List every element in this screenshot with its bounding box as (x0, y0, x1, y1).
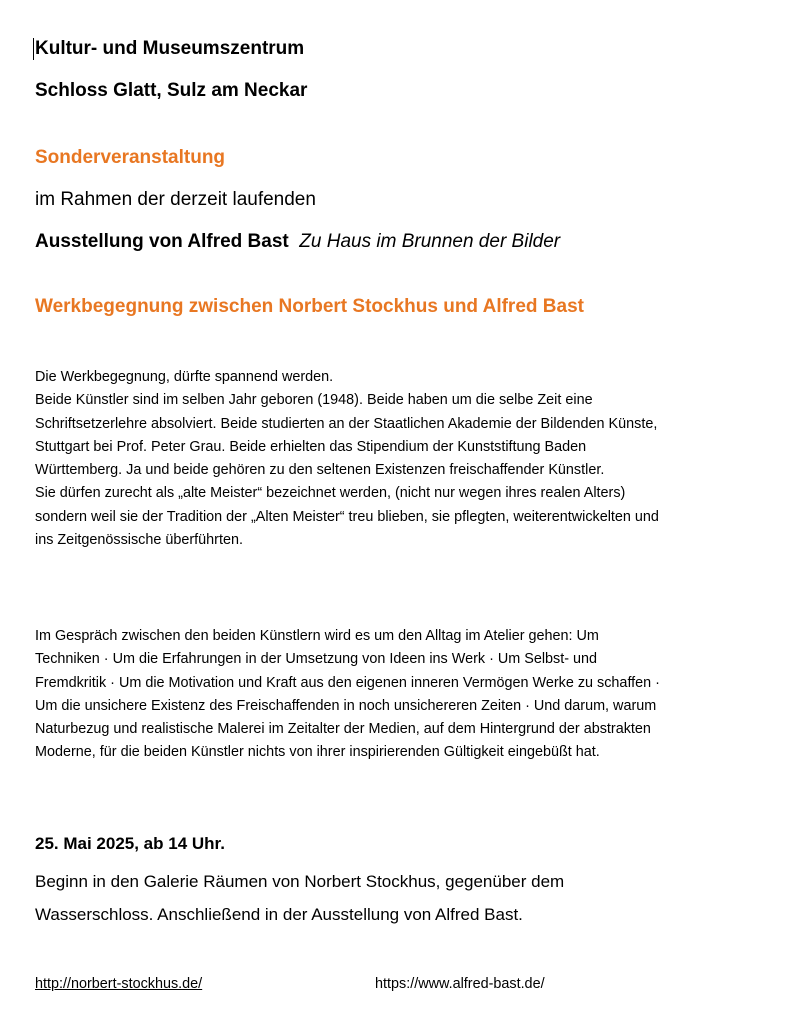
paragraph-line: Schriftsetzerlehre absolviert. Beide studierten an der Staatlichen Akademie der Bildenden Künste, (35, 415, 658, 432)
text-cursor (33, 38, 34, 60)
header-venue-line2: Schloss Glatt, Sulz am Neckar (35, 80, 308, 101)
exhibition-title: Zu Haus im Brunnen der Bilder (299, 231, 561, 252)
event-headline: Werkbegegnung zwischen Norbert Stockhus und Alfred Bast (35, 296, 584, 317)
paragraph-line: ins Zeitgenössische überführten. (35, 532, 243, 549)
schedule-line: Wasserschloss. Anschließend in der Ausstellung von Alfred Bast. (35, 905, 523, 924)
paragraph-conversation (35, 625, 765, 765)
paragraph-line: Die Werkbegegnung, dürfte spannend werden. (35, 369, 334, 385)
paragraph-line: Stuttgart bei Prof. Peter Grau. Beide erhielten das Stipendium der Kunststiftung Baden (35, 438, 587, 455)
paragraph-line: Sie dürfen zurecht als „alte Meister“ bezeichnet werden, (nicht nur wegen ihres realen Alters) (35, 485, 626, 502)
paragraph-artists (35, 366, 765, 552)
paragraph-line: Württemberg. Ja und beide gehören zu den seltenen Existenzen freischaffender Künstler. (35, 462, 605, 479)
exhibition-prefix: Ausstellung von Alfred Bast (35, 231, 289, 252)
event-label: Sonderveranstaltung (35, 147, 226, 168)
bast-link[interactable]: https://www.alfred-bast.de/ (375, 976, 545, 992)
paragraph-line: Um die unsichere Existenz des Freischaffenden in noch unsichereren Zeiten · Und darum, warum (35, 697, 657, 714)
paragraph-line: Fremdkritik · Um die Motivation und Kraft aus den eigenen inneren Vermögen Werke zu schaffen · (35, 674, 660, 691)
exhibition-line (35, 231, 560, 253)
paragraph-line: Naturbezug und realistische Malerei im Zeitalter der Medien, auf dem Hintergrund der abstrakten (35, 721, 651, 738)
schedule-details (35, 865, 564, 931)
paragraph-line: Im Gespräch zwischen den beiden Künstlern wird es um den Alltag im Atelier gehen: Um (35, 628, 599, 644)
schedule-line: Beginn in den Galerie Räumen von Norbert Stockhus, gegenüber dem (35, 872, 565, 891)
paragraph-line: Techniken · Um die Erfahrungen in der Umsetzung von Ideen ins Werk · Um Selbst- und (35, 651, 598, 668)
paragraph-line: Beide Künstler sind im selben Jahr geboren (1948). Beide haben um die selbe Zeit eine (35, 392, 593, 409)
paragraph-line: sondern weil sie der Tradition der „Alten Meister“ treu blieben, sie pflegten, weiterentwickelten und (35, 508, 659, 525)
event-context: im Rahmen der derzeit laufenden (35, 189, 316, 210)
event-date: 25. Mai 2025, ab 14 Uhr. (35, 834, 225, 853)
paragraph-line: Moderne, für die beiden Künstler nichts von ihrer inspirierenden Gültigkeit eingebüßt hat. (35, 744, 600, 761)
stockhus-link[interactable]: http://norbert-stockhus.de/ (35, 976, 203, 992)
header-venue-line1: Kultur- und Museumszentrum (35, 38, 305, 59)
